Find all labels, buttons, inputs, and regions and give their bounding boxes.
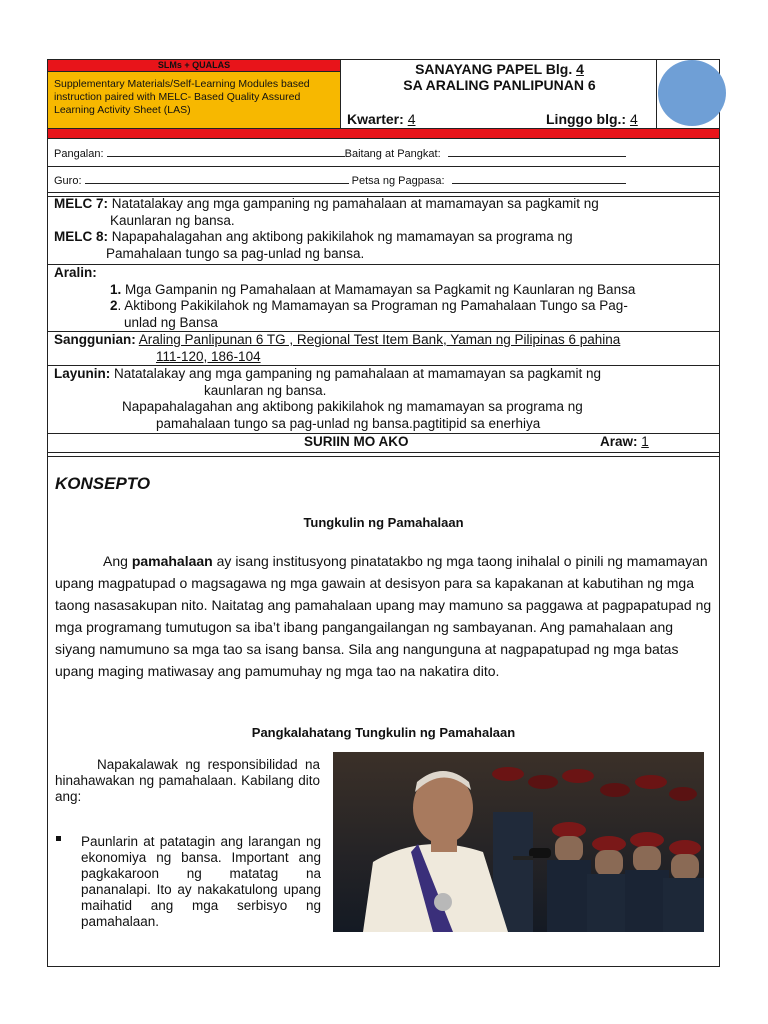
subheading-tungkulin: Tungkulin ng Pamahalaan (303, 515, 464, 530)
baitang-label: Baitang at Pangkat: (344, 148, 441, 160)
title-line2: SA ARALING PANLIPUNAN 6 (403, 77, 596, 93)
kwarter-value: 4 (407, 111, 416, 127)
kwarter-label: Kwarter: (347, 111, 404, 127)
aralin-item1-text: Mga Gampanin ng Pamahalaan at Mamamayan sa Pagkamit ng Kaunlaran ng Bansa (125, 281, 636, 297)
logo-box (657, 60, 719, 128)
layunin-section (54, 366, 601, 432)
bullet-item: Paunlarin at patatagin ang larangan ng ekonomiya ng bansa. Important ang pagkakaroon ng matatag na pananalapi. Ito ay nakakatulong upang maihatid ang mga serbisyo ng pamahalaan. (81, 834, 321, 929)
pangalan-field[interactable] (107, 146, 345, 157)
title-line1-value: 4 (576, 61, 584, 77)
row-divider (48, 166, 719, 167)
layunin-label: Layunin: (54, 366, 111, 381)
linggo-label: Linggo blg.: (546, 111, 627, 127)
aralin-label: Aralin: (54, 265, 97, 280)
para-bold-term: pamahalaan (131, 553, 213, 569)
melc8-label: MELC 8: (54, 229, 108, 244)
petsa-label: Petsa ng Pagpasa: (351, 175, 445, 187)
worksheet-header (48, 60, 719, 130)
araw (600, 434, 649, 449)
logo-circle-icon (658, 60, 726, 126)
melc7-label: MELC 7: (54, 196, 108, 211)
layunin-text1: Natatalakay ang mga gampaning ng pamahalaan at mamamayan sa pagkamit ng (114, 366, 602, 381)
photo-official-speaking (333, 752, 704, 932)
header-title-block (340, 60, 657, 128)
petsa-field[interactable] (452, 173, 626, 184)
melc7-text-cont: Kaunlaran ng bansa. (110, 212, 235, 228)
aralin-section (54, 265, 635, 331)
linggo (546, 111, 638, 127)
melc7-text: Natatalakay ang mga gampaning ng pamahalaan at mamamayan sa pagkamit ng (111, 196, 599, 211)
double-divider (48, 452, 719, 457)
melc-section (54, 196, 599, 262)
aralin-item2-text: . Aktibong Pakikilahok ng Mamamayan sa Programan ng Pamahalaan Tungo sa Pag- (117, 298, 628, 313)
kwarter (347, 111, 415, 127)
guro-field[interactable] (85, 173, 349, 184)
aralin-item2-text-cont: unlad ng Bansa (124, 314, 218, 330)
para-prefix: Ang (103, 553, 128, 569)
title-line1 (341, 61, 658, 77)
sanggunian-label: Sanggunian: (54, 332, 136, 347)
sanggunian-section (54, 332, 620, 365)
konsepto-heading: KONSEPTO (55, 474, 151, 493)
aralin-item1-num: 1. (110, 281, 122, 297)
side-paragraph-text: Napakalawak ng responsibilidad na hinahawakan ng pamahalaan. Kabilang dito ang: (55, 757, 320, 804)
guro-row (48, 173, 719, 188)
linggo-value: 4 (629, 111, 638, 127)
para-body: ay isang institusyong pinatatakbo ng mga taong inihalal o pinili ng mamamayan upang magpatupad o magsagawa ng mga gawain at desisyon para sa kapakanan at kabutihan ng mga taong nasasakupan nito. Naitatag ang pamahalaan upang may mamuno sa paggawa at pagpapatupad ng mga programang tumutugon sa iba’t ibang pangangailangan ng sambayanan. Ang pamahalaan ang siyang namumuno sa mga tao sa isang bansa. Sila ang nangunguna at nagpapatupad ng mga batas upang maging matiwasay ang pamumuhay ng mga tao na nakatira dito. (55, 553, 712, 679)
layunin-text2-cont: pamahalaan tungo sa pag-unlad ng bansa.pagtitipid sa enerhiya (156, 415, 541, 431)
slm-title: SLMs + QUALAS (48, 60, 340, 72)
aralin-item2-num: 2 (110, 298, 118, 313)
slm-description: Supplementary Materials/Self-Learning Modules based instruction paired with MELC- Based Quality Assured Learning Activity Sheet (LAS) (48, 72, 340, 128)
photo-illustration (333, 752, 704, 932)
red-divider (48, 128, 719, 139)
layunin-text2: Napapahalagahan ang aktibong pakikilahok ng mamamayan sa programa ng (122, 399, 583, 414)
suriin-title: SURIIN MO AKO (304, 434, 409, 449)
title-line1-prefix: SANAYANG PAPEL Blg. (415, 61, 573, 77)
side-paragraph (55, 757, 320, 805)
name-row (48, 146, 719, 161)
araw-label: Araw: (600, 434, 638, 449)
araw-value: 1 (641, 434, 649, 449)
konsepto-paragraph (55, 550, 712, 682)
layunin-text1-cont: kaunlaran ng bansa. (204, 382, 327, 398)
sanggunian-text: Araling Panlipunan 6 TG , Regional Test Item Bank, Yaman ng Pilipinas 6 pahina (138, 332, 621, 347)
guro-label: Guro: (54, 175, 82, 187)
melc8-text: Napapahalagahan ang aktibong pakikilahok ng mamamayan sa programa ng (111, 229, 573, 244)
pangalan-label: Pangalan: (54, 148, 104, 160)
sanggunian-text-cont: 111-120, 186-104 (156, 348, 261, 364)
baitang-field[interactable] (448, 146, 626, 157)
subheading-pangkalahatan: Pangkalahatang Tungkulin ng Pamahalaan (251, 725, 516, 740)
worksheet-page (47, 59, 720, 967)
melc8-text-cont: Pamahalaan tungo sa pag-unlad ng bansa. (106, 245, 365, 261)
bullet-marker-icon (56, 836, 61, 841)
